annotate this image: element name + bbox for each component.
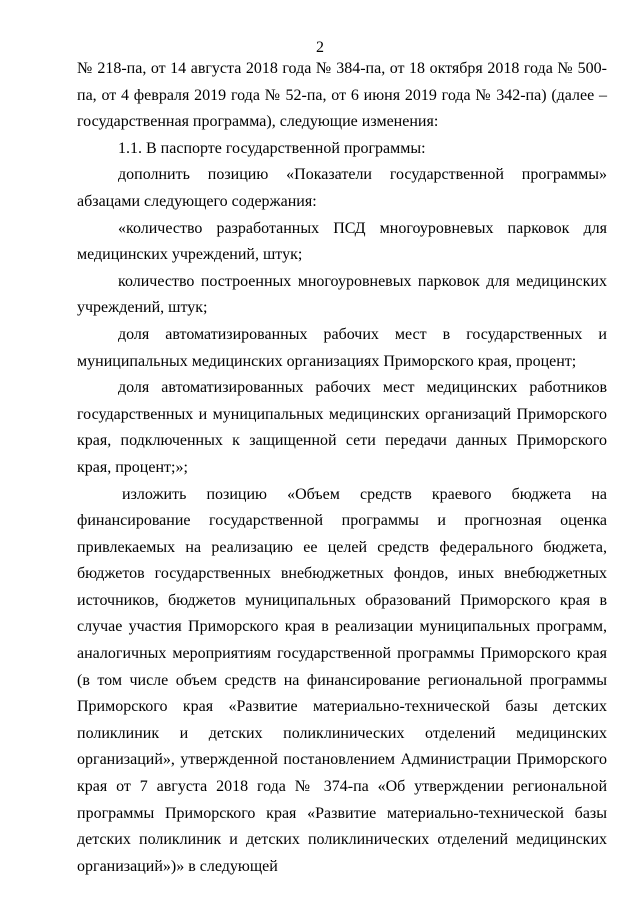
paragraph-intro: № 218-па, от 14 августа 2018 года № 384-па, от 18 октября 2018 года № 500-па, от 4 февраля 2019 года № 52-па, от 6 июня 2019 года № 342-па) (далее – государственная программа), следующие изменения: — [77, 60, 607, 131]
paragraph-quote-parkings-psd: «количество разработанных ПСД многоуровневых парковок для медицинских учреждений, штук; — [77, 219, 607, 264]
paragraph-add-position: дополнить позицию «Показатели государственной программы» абзацами следующего содержания: — [77, 166, 607, 210]
paragraph-workplaces-network: доля автоматизированных рабочих мест медицинских работников государственных и муниципальных медицинских организаций Приморского края, подключенных к защищенной сети передачи данных Приморского края, процент;»; — [77, 379, 607, 476]
paragraph-built-parkings: количество построенных многоуровневых парковок для медицинских учреждений, штук; — [77, 272, 607, 317]
page-number: 2 — [316, 39, 324, 56]
document-body — [77, 56, 607, 880]
paragraph-automated-workplaces: доля автоматизированных рабочих мест в государственных и муниципальных медицинских организациях Приморского края, процент; — [77, 325, 607, 370]
paragraph-budget-position: изложить позицию «Объем средств краевого бюджета на финансирование государственной программы и прогнозная оценка привлекаемых на реализацию ее целей средств федерального бюджета, бюджетов государственных внебюджетных фондов, иных внебюджетных источников, бюджетов муниципальных образований Приморского края в случае участия Приморского края в реализации муниципальных программ, аналогичных мероприятиям государственной программы Приморского края (в том числе объем средств на финансирование региональной программы Приморского края «Развитие материально-технической базы детских поликлиник и детских поликлинических отделений медицинских организаций», утвержденной постановлением Администрации Приморского края от 7 августа 2018 года № 374-па «Об утверждении региональной программы Приморского края «Развитие материально-технической базы детских поликлиник и детских поликлинических отделений медицинских организаций»)» в следующей — [77, 485, 607, 875]
paragraph-item-1-1: 1.1. В паспорте государственной программы: — [118, 139, 426, 157]
